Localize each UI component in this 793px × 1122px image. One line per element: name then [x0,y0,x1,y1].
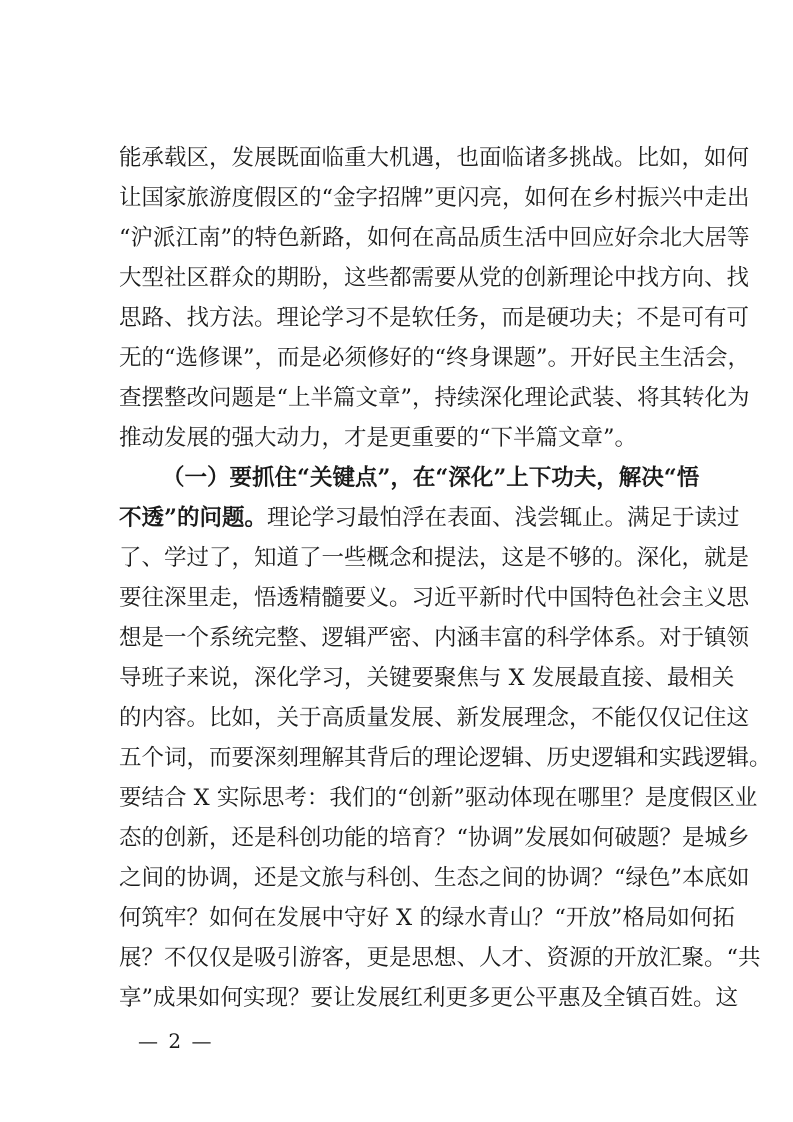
section-line-2: 要往深里走，悟透精髓要义。习近平新时代中国特色社会主义思 [119,585,750,611]
section-line-4: 导班子来说，深化学习，关键要聚焦与 X 发展最直接、最相关 [119,665,735,691]
body-line-3: “沪派江南”的特色新路，如何在高品质生活中回应好佘北大居等 [119,225,750,251]
section-line-1: 了、学过了，知道了一些概念和提法，这是不够的。深化，就是 [119,545,750,571]
section-line-11: 展？不仅仅是吸引游客，更是思想、人才、资源的开放汇聚。“共 [119,945,761,971]
section-heading-bold-end: 不透”的问题。 [119,505,267,531]
body-line-8: 推动发展的强大动力，才是更重要的“下半篇文章”。 [119,425,638,451]
section-heading-line-1: （一）要抓住“关键点”，在“深化”上下功夫，解决“悟 [162,465,700,491]
body-line-2: 让国家旅游度假区的“金字招牌”更闪亮，如何在乡村振兴中走出 [119,185,750,211]
section-line-10: 何筑牢？如何在发展中守好 X 的绿水青山？“开放”格局如何拓 [119,905,735,931]
body-line-7: 查摆整改问题是“上半篇文章”，持续深化理论武装、将其转化为 [119,385,750,411]
body-line-5: 思路、找方法。理论学习不是软任务，而是硬功夫；不是可有可 [119,305,750,331]
body-line-1: 能承载区，发展既面临重大机遇，也面临诸多挑战。比如，如何 [119,145,750,171]
section-heading-continuation: 理论学习最怕浮在表面、浅尝辄止。满足于读过 [266,505,740,531]
section-line-8: 态的创新，还是科创功能的培育？“协调”发展如何破题？是城乡 [119,825,750,851]
section-line-6: 五个词，而要深刻理解其背后的理论逻辑、历史逻辑和实践逻辑。 [119,745,772,771]
section-line-3: 想是一个系统完整、逻辑严密、内涵丰富的科学体系。对于镇领 [119,625,750,651]
section-line-9: 之间的协调，还是文旅与科创、生态之间的协调？“绿色”本底如 [119,865,750,891]
body-line-4: 大型社区群众的期盼，这些都需要从党的创新理论中找方向、找 [119,265,750,291]
section-heading-line-2 [119,498,740,538]
section-line-5: 的内容。比如，关于高质量发展、新发展理念，不能仅仅记住这 [119,705,750,731]
section-line-12: 享”成果如何实现？要让发展红利更多更公平惠及全镇百姓。这 [119,985,739,1011]
page-number: — 2 — [138,1029,214,1053]
body-line-6: 无的“选修课”，而是必须修好的“终身课题”。开好民主生活会， [119,345,751,371]
section-line-7: 要结合 X 实际思考：我们的“创新”驱动体现在哪里？是度假区业 [119,785,758,811]
